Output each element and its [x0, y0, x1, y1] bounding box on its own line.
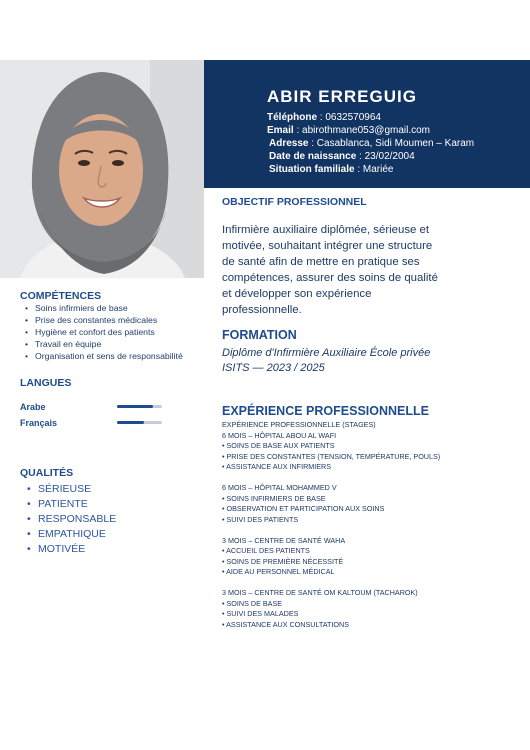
objective-text: Infirmière auxiliaire diplômée, sérieuse et motivée, souhaitant intégrer une structure de santé afin de mettre en pratique ses compétences, assurer des soins de qualité et développer son expérience professionnelle.: [222, 224, 438, 316]
experience-item: • SOINS DE BASE: [222, 598, 283, 608]
experience-item: • ASSISTANCE AUX INFIRMIERS: [222, 462, 332, 471]
language-level-fill: [117, 421, 144, 424]
skill-item: • Prise des constantes médicales: [24, 314, 183, 326]
quality-item: • MOTIVÉE: [26, 542, 116, 557]
birthdate-value: : 23/02/2004: [356, 151, 415, 162]
experience-item: • SOINS DE PREMIÈRE NÉCESSITÉ: [222, 556, 344, 566]
formation-title: FORMATION: [222, 328, 297, 342]
quality-item: • EMPATHIQUE: [26, 527, 116, 542]
experience-item: • SOINS INFIRMIERS DE BASE: [222, 493, 326, 503]
profile-photo: [0, 60, 204, 278]
experience-heading: 3 MOIS – CENTRE DE SANTÉ WAHA: [222, 535, 346, 545]
experience-item: • ACCUEIL DES PATIENTS: [222, 546, 310, 555]
family-status-line: [269, 163, 393, 176]
spacer: [222, 525, 522, 536]
phone-line: [267, 111, 381, 124]
quality-item: • RESPONSABLE: [26, 512, 116, 527]
language-row-francais: [20, 418, 150, 428]
quality-item: • SÉRIEUSE: [26, 482, 116, 497]
experience-heading: 3 MOIS – CENTRE DE SANTÉ OM KALTOUM (TACHAROK): [222, 588, 418, 597]
experience-heading: 6 MOIS – HÔPITAL MOHAMMED V: [222, 483, 337, 492]
skill-item: • Soins infirmiers de base: [24, 302, 183, 314]
family-status-value: : Mariée: [354, 164, 394, 175]
language-level-bar: [117, 405, 162, 408]
qualities-list: [26, 482, 116, 557]
experience-item: • SUIVI DES PATIENTS: [222, 514, 299, 524]
phone-value[interactable]: : 0632570964: [317, 112, 381, 123]
address-line: [269, 137, 474, 150]
address-label: Adresse: [269, 138, 309, 149]
language-name: Arabe: [20, 402, 46, 412]
experience-item: • SOINS DE BASE AUX PATIENTS: [222, 441, 335, 450]
phone-label: Téléphone: [267, 112, 318, 123]
spacer: [222, 473, 522, 484]
experience-section: [222, 420, 522, 630]
experience-item: • SUIVI DES MALADES: [222, 609, 299, 618]
skills-title: COMPÉTENCES: [20, 290, 102, 302]
family-status-label: Situation familiale: [269, 164, 355, 175]
skill-item: • Organisation et sens de responsabilité: [24, 350, 183, 362]
address-value: : Casablanca, Sidi Moumen – Karam: [308, 138, 475, 149]
birthdate-line: [269, 150, 415, 163]
full-name: ABIR ERREGUIG: [267, 87, 417, 106]
skill-item: • Hygiène et confort des patients: [24, 326, 183, 338]
header-banner: [204, 60, 530, 188]
experience-heading: 6 MOIS – HÔPITAL ABOU AL WAFI: [222, 430, 337, 440]
languages-title: LANGUES: [20, 377, 72, 389]
skills-list: [24, 302, 183, 362]
qualities-title: QUALITÉS: [20, 467, 74, 479]
birthdate-label: Date de naissance: [269, 151, 357, 162]
email-label: Email: [267, 125, 294, 136]
experience-item: • OBSERVATION ET PARTICIPATION AUX SOINS: [222, 504, 385, 513]
experience-intro: EXPÉRIENCE PROFESSIONNELLE (STAGES): [222, 420, 376, 429]
language-name: Français: [20, 418, 58, 428]
language-level-bar: [117, 421, 162, 424]
experience-item: • ASSISTANCE AUX CONSULTATIONS: [222, 619, 349, 629]
formation-text: Diplôme d'Infirmière Auxiliaire École privée ISITS — 2023 / 2025: [222, 347, 431, 374]
skill-item: • Travail en équipe: [24, 338, 183, 350]
language-level-fill: [117, 405, 153, 408]
email-value[interactable]: : abirothmane053@gmail.com: [293, 125, 431, 136]
quality-item: • PATIENTE: [26, 497, 116, 512]
spacer: [222, 578, 522, 589]
experience-title: EXPÉRIENCE PROFESSIONNELLE: [222, 404, 429, 418]
objective-title: OBJECTIF PROFESSIONNEL: [222, 196, 367, 208]
experience-item: • PRISE DES CONSTANTES (TENSION, TEMPÉRATURE, POULS): [222, 451, 441, 461]
experience-item: • AIDE AU PERSONNEL MÉDICAL: [222, 567, 335, 576]
language-row-arabe: [20, 402, 150, 412]
email-line: [267, 124, 430, 137]
portrait-illustration: [0, 60, 204, 278]
